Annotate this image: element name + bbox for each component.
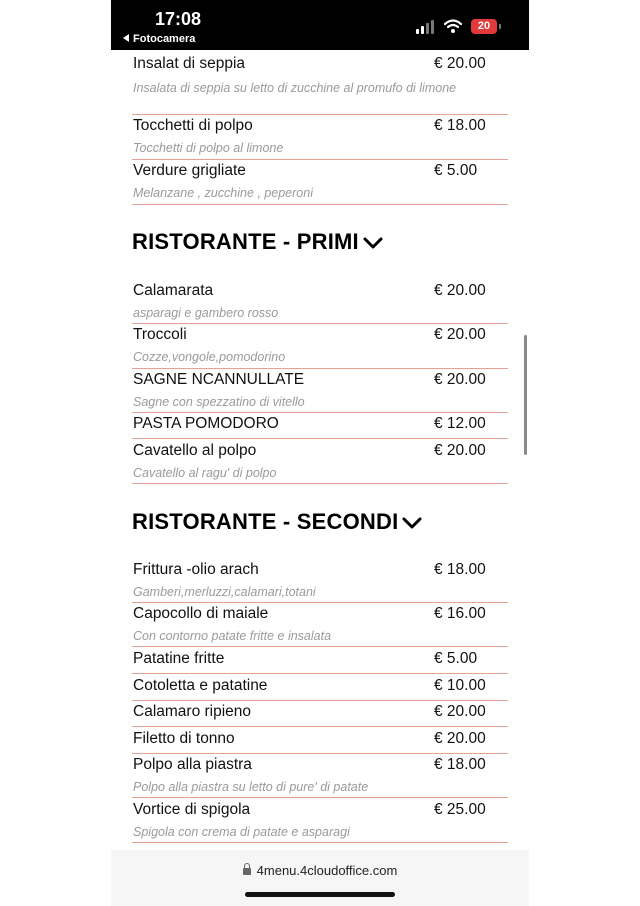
item-description: Insalata di seppia su letto di zucchine al promufo di limone: [133, 81, 457, 95]
section-title: RISTORANTE - SECONDI: [132, 509, 399, 534]
section-header-primi[interactable]: [132, 229, 383, 256]
signal-icon: [416, 20, 436, 34]
wifi-icon: [444, 18, 462, 34]
clock: 17:08: [155, 9, 202, 29]
item-price: € 25.00: [434, 801, 486, 818]
item-price: € 18.00: [434, 117, 486, 134]
chevron-down-icon[interactable]: [363, 230, 383, 256]
status-bar: [111, 0, 529, 50]
item-name: Patatine fritte: [133, 650, 225, 667]
item-price: € 20.00: [434, 371, 486, 388]
item-price: € 18.00: [434, 756, 486, 773]
item-description: asparagi e gambero rosso: [133, 306, 279, 320]
item-description: Melanzane , zucchine , peperoni: [133, 186, 313, 200]
item-price: € 20.00: [434, 55, 486, 72]
menu-item[interactable]: [132, 754, 508, 798]
item-name: Calamarata: [133, 282, 214, 299]
item-price: € 20.00: [434, 703, 486, 720]
menu-item[interactable]: [132, 559, 508, 603]
item-name: Frittura -olio arach: [133, 561, 259, 578]
browser-bottom-bar: [111, 850, 529, 906]
menu-item[interactable]: [132, 115, 508, 160]
item-price: € 10.00: [434, 677, 486, 694]
url-text: 4menu.4cloudoffice.com: [256, 863, 398, 878]
menu-content[interactable]: [111, 0, 529, 850]
item-price: € 20.00: [434, 730, 486, 747]
item-description: Cozze,vongole,pomodorino: [133, 350, 286, 364]
item-price: € 5.00: [434, 650, 478, 667]
menu-item[interactable]: [132, 280, 508, 324]
menu-item[interactable]: [132, 603, 508, 647]
menu-item[interactable]: [132, 675, 508, 701]
item-description: Spigola con crema di patate e asparagi: [133, 825, 350, 839]
menu-item[interactable]: [132, 701, 508, 727]
item-name: Filetto di tonno: [133, 730, 235, 747]
item-price: € 18.00: [434, 561, 486, 578]
scrollbar[interactable]: [524, 335, 527, 455]
item-name: Cotoletta e patatine: [133, 677, 268, 694]
battery-cap: [499, 24, 501, 29]
item-name: Troccoli: [133, 326, 187, 343]
section-header-secondi[interactable]: [132, 509, 422, 536]
item-name: Calamaro ripieno: [133, 703, 252, 720]
menu-item[interactable]: [132, 648, 508, 674]
item-name: Vortice di spigola: [133, 801, 251, 818]
item-price: € 12.00: [434, 415, 486, 432]
item-name: SAGNE NCANNULLATE: [133, 371, 305, 388]
menu-item[interactable]: [132, 440, 508, 484]
address-bar[interactable]: [111, 863, 529, 878]
back-label: Fotocamera: [133, 33, 196, 45]
chevron-down-icon[interactable]: [402, 510, 422, 536]
battery-icon: 20: [471, 19, 497, 34]
menu-item[interactable]: [132, 799, 508, 843]
item-price: € 20.00: [434, 442, 486, 459]
section-title: RISTORANTE - PRIMI: [132, 229, 359, 254]
home-indicator[interactable]: [245, 892, 395, 897]
item-description: Sagne con spezzatino di vitello: [133, 395, 305, 409]
menu-item[interactable]: [132, 324, 508, 369]
menu-item[interactable]: [132, 53, 508, 115]
item-name: Verdure grigliate: [133, 162, 246, 179]
back-arrow-icon: [123, 34, 129, 42]
item-description: Gamberi,merluzzi,calamari,totani: [133, 585, 316, 599]
menu-item[interactable]: [132, 369, 508, 413]
item-price: € 5.00: [434, 162, 478, 179]
item-description: Tocchetti di polpo al limone: [133, 141, 284, 155]
item-price: € 20.00: [434, 326, 486, 343]
item-name: Insalat di seppia: [133, 55, 246, 72]
item-description: Polpo alla piastra su letto di pure' di patate: [133, 780, 369, 794]
menu-item[interactable]: [132, 413, 508, 439]
item-name: PASTA POMODORO: [133, 415, 279, 432]
phone-screen: [111, 0, 529, 906]
item-price: € 20.00: [434, 282, 486, 299]
item-name: Cavatello al polpo: [133, 442, 257, 459]
menu-item[interactable]: [132, 728, 508, 754]
item-name: Tocchetti di polpo: [133, 117, 253, 134]
item-name: Capocollo di maiale: [133, 605, 269, 622]
lock-icon: [243, 868, 251, 875]
menu-item[interactable]: [132, 160, 508, 205]
item-name: Polpo alla piastra: [133, 756, 252, 773]
item-price: € 16.00: [434, 605, 486, 622]
back-to-app-link[interactable]: [123, 33, 195, 45]
item-description: Con contorno patate fritte e insalata: [133, 629, 332, 643]
item-description: Cavatello al ragu' di polpo: [133, 466, 277, 480]
